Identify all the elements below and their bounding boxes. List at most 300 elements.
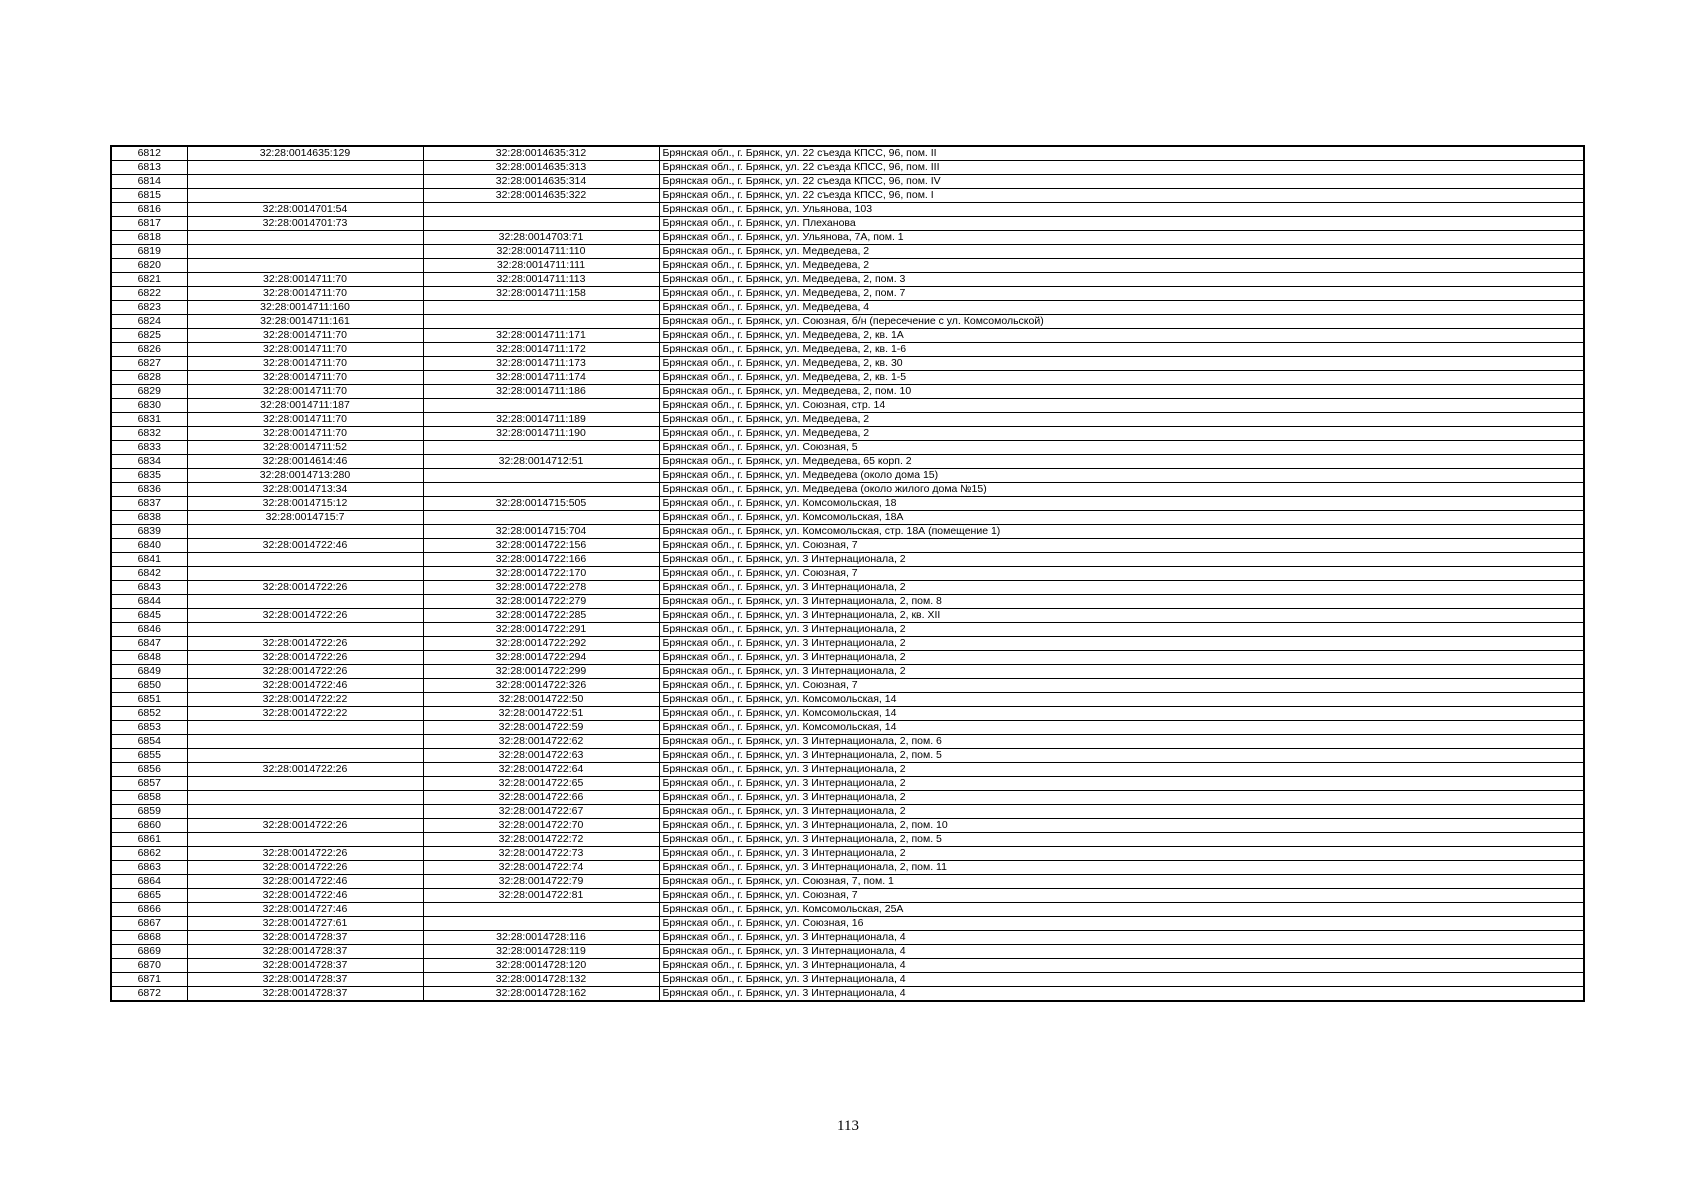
parent-cadastral-number-cell: 32:28:0014722:46 (187, 889, 423, 903)
address-cell: Брянская обл., г. Брянск, ул. 3 Интернационала, 2, пом. 6 (659, 735, 1584, 749)
row-number-cell: 6816 (111, 203, 187, 217)
table-row (111, 483, 1584, 497)
row-number-cell: 6872 (111, 987, 187, 1002)
address-cell: Брянская обл., г. Брянск, ул. 3 Интернационала, 2 (659, 581, 1584, 595)
parent-cadastral-number-cell (187, 245, 423, 259)
cadastral-number-cell: 32:28:0014711:158 (423, 287, 659, 301)
cadastral-number-cell: 32:28:0014635:312 (423, 146, 659, 161)
address-cell: Брянская обл., г. Брянск, ул. 3 Интернационала, 4 (659, 945, 1584, 959)
table-row (111, 329, 1584, 343)
cadastral-number-cell (423, 315, 659, 329)
address-cell: Брянская обл., г. Брянск, ул. Комсомольская, 18А (659, 511, 1584, 525)
table-row (111, 525, 1584, 539)
table-row (111, 637, 1584, 651)
table-row (111, 847, 1584, 861)
address-cell: Брянская обл., г. Брянск, ул. Медведева, 2 (659, 413, 1584, 427)
table-row (111, 889, 1584, 903)
parent-cadastral-number-cell: 32:28:0014722:26 (187, 847, 423, 861)
table-row (111, 707, 1584, 721)
row-number-cell: 6829 (111, 385, 187, 399)
table-row (111, 805, 1584, 819)
address-cell: Брянская обл., г. Брянск, ул. Союзная, 7 (659, 889, 1584, 903)
parent-cadastral-number-cell (187, 189, 423, 203)
address-cell: Брянская обл., г. Брянск, ул. 3 Интернационала, 2 (659, 637, 1584, 651)
row-number-cell: 6859 (111, 805, 187, 819)
table-row (111, 987, 1584, 1002)
row-number-cell: 6866 (111, 903, 187, 917)
parent-cadastral-number-cell (187, 721, 423, 735)
parent-cadastral-number-cell: 32:28:0014711:161 (187, 315, 423, 329)
table-row (111, 301, 1584, 315)
address-cell: Брянская обл., г. Брянск, ул. Союзная, стр. 14 (659, 399, 1584, 413)
address-cell: Брянская обл., г. Брянск, ул. Союзная, 7 (659, 679, 1584, 693)
row-number-cell: 6836 (111, 483, 187, 497)
parent-cadastral-number-cell (187, 749, 423, 763)
row-number-cell: 6815 (111, 189, 187, 203)
table-row (111, 721, 1584, 735)
address-cell: Брянская обл., г. Брянск, ул. 22 съезда КПСС, 96, пом. III (659, 161, 1584, 175)
parent-cadastral-number-cell: 32:28:0014713:34 (187, 483, 423, 497)
row-number-cell: 6865 (111, 889, 187, 903)
table-row (111, 497, 1584, 511)
table-row (111, 273, 1584, 287)
address-cell: Брянская обл., г. Брянск, ул. Союзная, 7, пом. 1 (659, 875, 1584, 889)
cadastral-number-cell: 32:28:0014722:66 (423, 791, 659, 805)
row-number-cell: 6835 (111, 469, 187, 483)
cadastral-number-cell: 32:28:0014711:186 (423, 385, 659, 399)
parent-cadastral-number-cell: 32:28:0014722:26 (187, 581, 423, 595)
cadastral-number-cell: 32:28:0014722:51 (423, 707, 659, 721)
cadastral-number-cell: 32:28:0014728:132 (423, 973, 659, 987)
cadastral-number-cell: 32:28:0014711:113 (423, 273, 659, 287)
table-row (111, 917, 1584, 931)
address-cell: Брянская обл., г. Брянск, ул. Союзная, 7 (659, 567, 1584, 581)
address-cell: Брянская обл., г. Брянск, ул. Медведева, 2, кв. 1А (659, 329, 1584, 343)
parent-cadastral-number-cell: 32:28:0014701:73 (187, 217, 423, 231)
cadastral-number-cell: 32:28:0014728:120 (423, 959, 659, 973)
row-number-cell: 6847 (111, 637, 187, 651)
parent-cadastral-number-cell: 32:28:0014711:70 (187, 413, 423, 427)
row-number-cell: 6833 (111, 441, 187, 455)
cadastral-number-cell (423, 399, 659, 413)
address-cell: Брянская обл., г. Брянск, ул. Комсомольская, 25А (659, 903, 1584, 917)
cadastral-number-cell (423, 903, 659, 917)
row-number-cell: 6853 (111, 721, 187, 735)
table-row (111, 427, 1584, 441)
parent-cadastral-number-cell: 32:28:0014711:70 (187, 287, 423, 301)
cadastral-number-cell: 32:28:0014722:294 (423, 651, 659, 665)
address-cell: Брянская обл., г. Брянск, ул. 3 Интернационала, 2 (659, 763, 1584, 777)
cadastral-number-cell: 32:28:0014635:314 (423, 175, 659, 189)
row-number-cell: 6818 (111, 231, 187, 245)
parent-cadastral-number-cell: 32:28:0014711:70 (187, 329, 423, 343)
address-cell: Брянская обл., г. Брянск, ул. Медведева, 2, пом. 10 (659, 385, 1584, 399)
table-row (111, 595, 1584, 609)
address-cell: Брянская обл., г. Брянск, ул. Медведева, 2 (659, 245, 1584, 259)
row-number-cell: 6848 (111, 651, 187, 665)
parent-cadastral-number-cell: 32:28:0014722:26 (187, 861, 423, 875)
parent-cadastral-number-cell: 32:28:0014722:26 (187, 637, 423, 651)
cadastral-number-cell: 32:28:0014711:111 (423, 259, 659, 273)
cadastral-number-cell: 32:28:0014722:79 (423, 875, 659, 889)
table-row (111, 945, 1584, 959)
cadastral-number-cell: 32:28:0014722:63 (423, 749, 659, 763)
table-row (111, 875, 1584, 889)
address-cell: Брянская обл., г. Брянск, ул. Медведева, 2, кв. 1-6 (659, 343, 1584, 357)
table-row (111, 189, 1584, 203)
cadastral-number-cell: 32:28:0014722:326 (423, 679, 659, 693)
cadastral-number-cell: 32:28:0014722:291 (423, 623, 659, 637)
address-cell: Брянская обл., г. Брянск, ул. Союзная, б/н (пересечение с ул. Комсомольской) (659, 315, 1584, 329)
address-cell: Брянская обл., г. Брянск, ул. 3 Интернационала, 2 (659, 665, 1584, 679)
cadastral-number-cell: 32:28:0014722:166 (423, 553, 659, 567)
parent-cadastral-number-cell (187, 791, 423, 805)
cadastral-number-cell: 32:28:0014722:59 (423, 721, 659, 735)
parent-cadastral-number-cell: 32:28:0014711:70 (187, 371, 423, 385)
parent-cadastral-number-cell (187, 833, 423, 847)
table-row (111, 217, 1584, 231)
address-cell: Брянская обл., г. Брянск, ул. Медведева, 2, кв. 30 (659, 357, 1584, 371)
address-cell: Брянская обл., г. Брянск, ул. 3 Интернационала, 2, пом. 5 (659, 749, 1584, 763)
address-cell: Брянская обл., г. Брянск, ул. 22 съезда КПСС, 96, пом. IV (659, 175, 1584, 189)
table-row (111, 623, 1584, 637)
cadastral-number-cell (423, 441, 659, 455)
parent-cadastral-number-cell: 32:28:0014728:37 (187, 973, 423, 987)
row-number-cell: 6851 (111, 693, 187, 707)
table-row (111, 665, 1584, 679)
table-row (111, 959, 1584, 973)
table-row (111, 931, 1584, 945)
address-cell: Брянская обл., г. Брянск, ул. 3 Интернационала, 2, пом. 5 (659, 833, 1584, 847)
cadastral-number-cell: 32:28:0014728:162 (423, 987, 659, 1002)
parent-cadastral-number-cell: 32:28:0014722:46 (187, 539, 423, 553)
address-cell: Брянская обл., г. Брянск, ул. Плеханова (659, 217, 1584, 231)
table-row (111, 693, 1584, 707)
cadastral-number-cell: 32:28:0014722:73 (423, 847, 659, 861)
cadastral-number-cell: 32:28:0014711:173 (423, 357, 659, 371)
row-number-cell: 6856 (111, 763, 187, 777)
row-number-cell: 6820 (111, 259, 187, 273)
cadastral-number-cell: 32:28:0014722:292 (423, 637, 659, 651)
table-row (111, 343, 1584, 357)
address-cell: Брянская обл., г. Брянск, ул. Медведева (около дома 15) (659, 469, 1584, 483)
cadastral-number-cell: 32:28:0014722:62 (423, 735, 659, 749)
cadastral-number-cell: 32:28:0014711:189 (423, 413, 659, 427)
row-number-cell: 6839 (111, 525, 187, 539)
table-row (111, 763, 1584, 777)
cadastral-number-cell: 32:28:0014711:110 (423, 245, 659, 259)
address-cell: Брянская обл., г. Брянск, ул. 3 Интернационала, 4 (659, 931, 1584, 945)
row-number-cell: 6854 (111, 735, 187, 749)
row-number-cell: 6846 (111, 623, 187, 637)
parent-cadastral-number-cell: 32:28:0014722:22 (187, 693, 423, 707)
cadastral-number-cell: 32:28:0014711:174 (423, 371, 659, 385)
row-number-cell: 6868 (111, 931, 187, 945)
table-row (111, 287, 1584, 301)
parent-cadastral-number-cell (187, 735, 423, 749)
row-number-cell: 6845 (111, 609, 187, 623)
table-row (111, 357, 1584, 371)
row-number-cell: 6867 (111, 917, 187, 931)
row-number-cell: 6864 (111, 875, 187, 889)
cadastral-number-cell: 32:28:0014722:299 (423, 665, 659, 679)
table-row (111, 819, 1584, 833)
cadastral-number-cell (423, 917, 659, 931)
row-number-cell: 6821 (111, 273, 187, 287)
parent-cadastral-number-cell: 32:28:0014711:70 (187, 385, 423, 399)
row-number-cell: 6849 (111, 665, 187, 679)
parent-cadastral-number-cell: 32:28:0014715:12 (187, 497, 423, 511)
address-cell: Брянская обл., г. Брянск, ул. 3 Интернационала, 2 (659, 791, 1584, 805)
parent-cadastral-number-cell: 32:28:0014635:129 (187, 146, 423, 161)
address-cell: Брянская обл., г. Брянск, ул. Союзная, 7 (659, 539, 1584, 553)
row-number-cell: 6814 (111, 175, 187, 189)
row-number-cell: 6841 (111, 553, 187, 567)
row-number-cell: 6861 (111, 833, 187, 847)
parent-cadastral-number-cell: 32:28:0014711:160 (187, 301, 423, 315)
table-row (111, 455, 1584, 469)
row-number-cell: 6830 (111, 399, 187, 413)
row-number-cell: 6858 (111, 791, 187, 805)
cadastral-number-cell: 32:28:0014722:278 (423, 581, 659, 595)
cadastral-number-cell: 32:28:0014722:72 (423, 833, 659, 847)
table-body (111, 146, 1584, 1001)
row-number-cell: 6819 (111, 245, 187, 259)
row-number-cell: 6823 (111, 301, 187, 315)
row-number-cell: 6871 (111, 973, 187, 987)
address-cell: Брянская обл., г. Брянск, ул. Медведева, 2, пом. 3 (659, 273, 1584, 287)
parent-cadastral-number-cell: 32:28:0014722:46 (187, 875, 423, 889)
row-number-cell: 6827 (111, 357, 187, 371)
table-row (111, 469, 1584, 483)
table-row (111, 511, 1584, 525)
address-cell: Брянская обл., г. Брянск, ул. Союзная, 16 (659, 917, 1584, 931)
row-number-cell: 6869 (111, 945, 187, 959)
row-number-cell: 6855 (111, 749, 187, 763)
parent-cadastral-number-cell (187, 567, 423, 581)
cadastral-number-cell (423, 203, 659, 217)
row-number-cell: 6834 (111, 455, 187, 469)
parent-cadastral-number-cell (187, 525, 423, 539)
parent-cadastral-number-cell: 32:28:0014711:70 (187, 427, 423, 441)
cadastral-number-cell: 32:28:0014722:74 (423, 861, 659, 875)
parent-cadastral-number-cell: 32:28:0014722:26 (187, 819, 423, 833)
table-row (111, 861, 1584, 875)
address-cell: Брянская обл., г. Брянск, ул. 3 Интернационала, 4 (659, 987, 1584, 1002)
parent-cadastral-number-cell (187, 777, 423, 791)
table-row (111, 371, 1584, 385)
row-number-cell: 6844 (111, 595, 187, 609)
cadastral-number-cell: 32:28:0014635:313 (423, 161, 659, 175)
parent-cadastral-number-cell: 32:28:0014711:52 (187, 441, 423, 455)
cadastral-number-cell: 32:28:0014703:71 (423, 231, 659, 245)
cadastral-number-cell: 32:28:0014728:116 (423, 931, 659, 945)
table-row (111, 903, 1584, 917)
cadastral-number-cell (423, 301, 659, 315)
address-cell: Брянская обл., г. Брянск, ул. Медведева, 2, пом. 7 (659, 287, 1584, 301)
row-number-cell: 6862 (111, 847, 187, 861)
table-row (111, 175, 1584, 189)
row-number-cell: 6825 (111, 329, 187, 343)
address-cell: Брянская обл., г. Брянск, ул. 3 Интернационала, 2 (659, 847, 1584, 861)
parent-cadastral-number-cell: 32:28:0014711:187 (187, 399, 423, 413)
parent-cadastral-number-cell: 32:28:0014711:70 (187, 357, 423, 371)
page-number: 113 (837, 1118, 859, 1134)
address-cell: Брянская обл., г. Брянск, ул. 3 Интернационала, 2 (659, 553, 1584, 567)
parent-cadastral-number-cell: 32:28:0014711:70 (187, 343, 423, 357)
cadastral-number-cell (423, 511, 659, 525)
address-cell: Брянская обл., г. Брянск, ул. 3 Интернационала, 2 (659, 777, 1584, 791)
address-cell: Брянская обл., г. Брянск, ул. Медведева, 65 корп. 2 (659, 455, 1584, 469)
address-cell: Брянская обл., г. Брянск, ул. 3 Интернационала, 4 (659, 973, 1584, 987)
address-cell: Брянская обл., г. Брянск, ул. Комсомольская, 18 (659, 497, 1584, 511)
address-cell: Брянская обл., г. Брянск, ул. Медведева (около жилого дома №15) (659, 483, 1584, 497)
parent-cadastral-number-cell: 32:28:0014701:54 (187, 203, 423, 217)
parent-cadastral-number-cell (187, 805, 423, 819)
table-row (111, 609, 1584, 623)
cadastral-number-cell (423, 217, 659, 231)
cadastral-number-cell: 32:28:0014728:119 (423, 945, 659, 959)
table-row (111, 203, 1584, 217)
table-row (111, 231, 1584, 245)
parent-cadastral-number-cell (187, 259, 423, 273)
cadastral-number-cell: 32:28:0014722:70 (423, 819, 659, 833)
table-row (111, 399, 1584, 413)
address-cell: Брянская обл., г. Брянск, ул. Медведева, 4 (659, 301, 1584, 315)
address-cell: Брянская обл., г. Брянск, ул. Комсомольская, стр. 18А (помещение 1) (659, 525, 1584, 539)
row-number-cell: 6840 (111, 539, 187, 553)
cadastral-number-cell: 32:28:0014711:171 (423, 329, 659, 343)
table-row (111, 553, 1584, 567)
address-cell: Брянская обл., г. Брянск, ул. 3 Интернационала, 2, пом. 11 (659, 861, 1584, 875)
cadastral-number-cell: 32:28:0014635:322 (423, 189, 659, 203)
row-number-cell: 6832 (111, 427, 187, 441)
cadastral-number-cell: 32:28:0014722:81 (423, 889, 659, 903)
cadastral-number-cell: 32:28:0014711:172 (423, 343, 659, 357)
table-row (111, 735, 1584, 749)
cadastral-number-cell: 32:28:0014722:50 (423, 693, 659, 707)
table-row (111, 567, 1584, 581)
table-row (111, 539, 1584, 553)
table-row (111, 259, 1584, 273)
address-cell: Брянская обл., г. Брянск, ул. Медведева, 2, кв. 1-5 (659, 371, 1584, 385)
row-number-cell: 6850 (111, 679, 187, 693)
parent-cadastral-number-cell: 32:28:0014722:26 (187, 763, 423, 777)
table-row (111, 973, 1584, 987)
cadastral-number-cell: 32:28:0014722:285 (423, 609, 659, 623)
row-number-cell: 6870 (111, 959, 187, 973)
table-row (111, 161, 1584, 175)
table-row (111, 413, 1584, 427)
address-cell: Брянская обл., г. Брянск, ул. Комсомольская, 14 (659, 707, 1584, 721)
parent-cadastral-number-cell: 32:28:0014727:46 (187, 903, 423, 917)
row-number-cell: 6842 (111, 567, 187, 581)
parent-cadastral-number-cell: 32:28:0014727:61 (187, 917, 423, 931)
address-cell: Брянская обл., г. Брянск, ул. 22 съезда КПСС, 96, пом. II (659, 146, 1584, 161)
table-row (111, 679, 1584, 693)
parent-cadastral-number-cell: 32:28:0014728:37 (187, 959, 423, 973)
address-cell: Брянская обл., г. Брянск, ул. Ульянова, 7А, пом. 1 (659, 231, 1584, 245)
table-row (111, 581, 1584, 595)
row-number-cell: 6813 (111, 161, 187, 175)
row-number-cell: 6843 (111, 581, 187, 595)
table-row (111, 651, 1584, 665)
row-number-cell: 6860 (111, 819, 187, 833)
address-cell: Брянская обл., г. Брянск, ул. Ульянова, 103 (659, 203, 1584, 217)
address-cell: Брянская обл., г. Брянск, ул. 3 Интернационала, 2 (659, 805, 1584, 819)
table-row (111, 791, 1584, 805)
row-number-cell: 6824 (111, 315, 187, 329)
cadastral-number-cell: 32:28:0014712:51 (423, 455, 659, 469)
row-number-cell: 6822 (111, 287, 187, 301)
row-number-cell: 6838 (111, 511, 187, 525)
address-cell: Брянская обл., г. Брянск, ул. Комсомольская, 14 (659, 721, 1584, 735)
row-number-cell: 6852 (111, 707, 187, 721)
parent-cadastral-number-cell (187, 595, 423, 609)
parent-cadastral-number-cell (187, 231, 423, 245)
parent-cadastral-number-cell: 32:28:0014728:37 (187, 987, 423, 1002)
row-number-cell: 6826 (111, 343, 187, 357)
table-row (111, 146, 1584, 161)
parent-cadastral-number-cell: 32:28:0014722:46 (187, 679, 423, 693)
address-cell: Брянская обл., г. Брянск, ул. 22 съезда КПСС, 96, пом. I (659, 189, 1584, 203)
cadastral-number-cell: 32:28:0014722:156 (423, 539, 659, 553)
table-row (111, 749, 1584, 763)
parent-cadastral-number-cell: 32:28:0014713:280 (187, 469, 423, 483)
cadastral-number-cell: 32:28:0014711:190 (423, 427, 659, 441)
table-row (111, 315, 1584, 329)
table-row (111, 385, 1584, 399)
address-cell: Брянская обл., г. Брянск, ул. Медведева, 2 (659, 259, 1584, 273)
parent-cadastral-number-cell: 32:28:0014614:46 (187, 455, 423, 469)
cadastral-number-cell (423, 469, 659, 483)
address-cell: Брянская обл., г. Брянск, ул. Комсомольская, 14 (659, 693, 1584, 707)
parent-cadastral-number-cell (187, 623, 423, 637)
parent-cadastral-number-cell: 32:28:0014711:70 (187, 273, 423, 287)
row-number-cell: 6837 (111, 497, 187, 511)
parent-cadastral-number-cell: 32:28:0014715:7 (187, 511, 423, 525)
parent-cadastral-number-cell: 32:28:0014722:22 (187, 707, 423, 721)
row-number-cell: 6863 (111, 861, 187, 875)
address-cell: Брянская обл., г. Брянск, ул. Союзная, 5 (659, 441, 1584, 455)
parent-cadastral-number-cell: 32:28:0014722:26 (187, 665, 423, 679)
address-cell: Брянская обл., г. Брянск, ул. 3 Интернационала, 2, пом. 10 (659, 819, 1584, 833)
address-cell: Брянская обл., г. Брянск, ул. 3 Интернационала, 2, пом. 8 (659, 595, 1584, 609)
table-row (111, 245, 1584, 259)
table-row (111, 441, 1584, 455)
parent-cadastral-number-cell: 32:28:0014728:37 (187, 931, 423, 945)
cadastral-number-cell: 32:28:0014722:64 (423, 763, 659, 777)
parent-cadastral-number-cell: 32:28:0014728:37 (187, 945, 423, 959)
cadastral-number-cell: 32:28:0014715:505 (423, 497, 659, 511)
parent-cadastral-number-cell (187, 161, 423, 175)
cadastral-number-cell: 32:28:0014722:279 (423, 595, 659, 609)
cadastral-number-cell: 32:28:0014715:704 (423, 525, 659, 539)
parent-cadastral-number-cell: 32:28:0014722:26 (187, 651, 423, 665)
cadastral-number-cell: 32:28:0014722:170 (423, 567, 659, 581)
row-number-cell: 6812 (111, 146, 187, 161)
row-number-cell: 6817 (111, 217, 187, 231)
table-row (111, 833, 1584, 847)
address-cell: Брянская обл., г. Брянск, ул. 3 Интернационала, 2 (659, 651, 1584, 665)
address-cell: Брянская обл., г. Брянск, ул. 3 Интернационала, 2 (659, 623, 1584, 637)
row-number-cell: 6831 (111, 413, 187, 427)
parent-cadastral-number-cell (187, 175, 423, 189)
parent-cadastral-number-cell: 32:28:0014722:26 (187, 609, 423, 623)
property-registry-table (110, 145, 1585, 1002)
cadastral-number-cell: 32:28:0014722:67 (423, 805, 659, 819)
table-row (111, 777, 1584, 791)
